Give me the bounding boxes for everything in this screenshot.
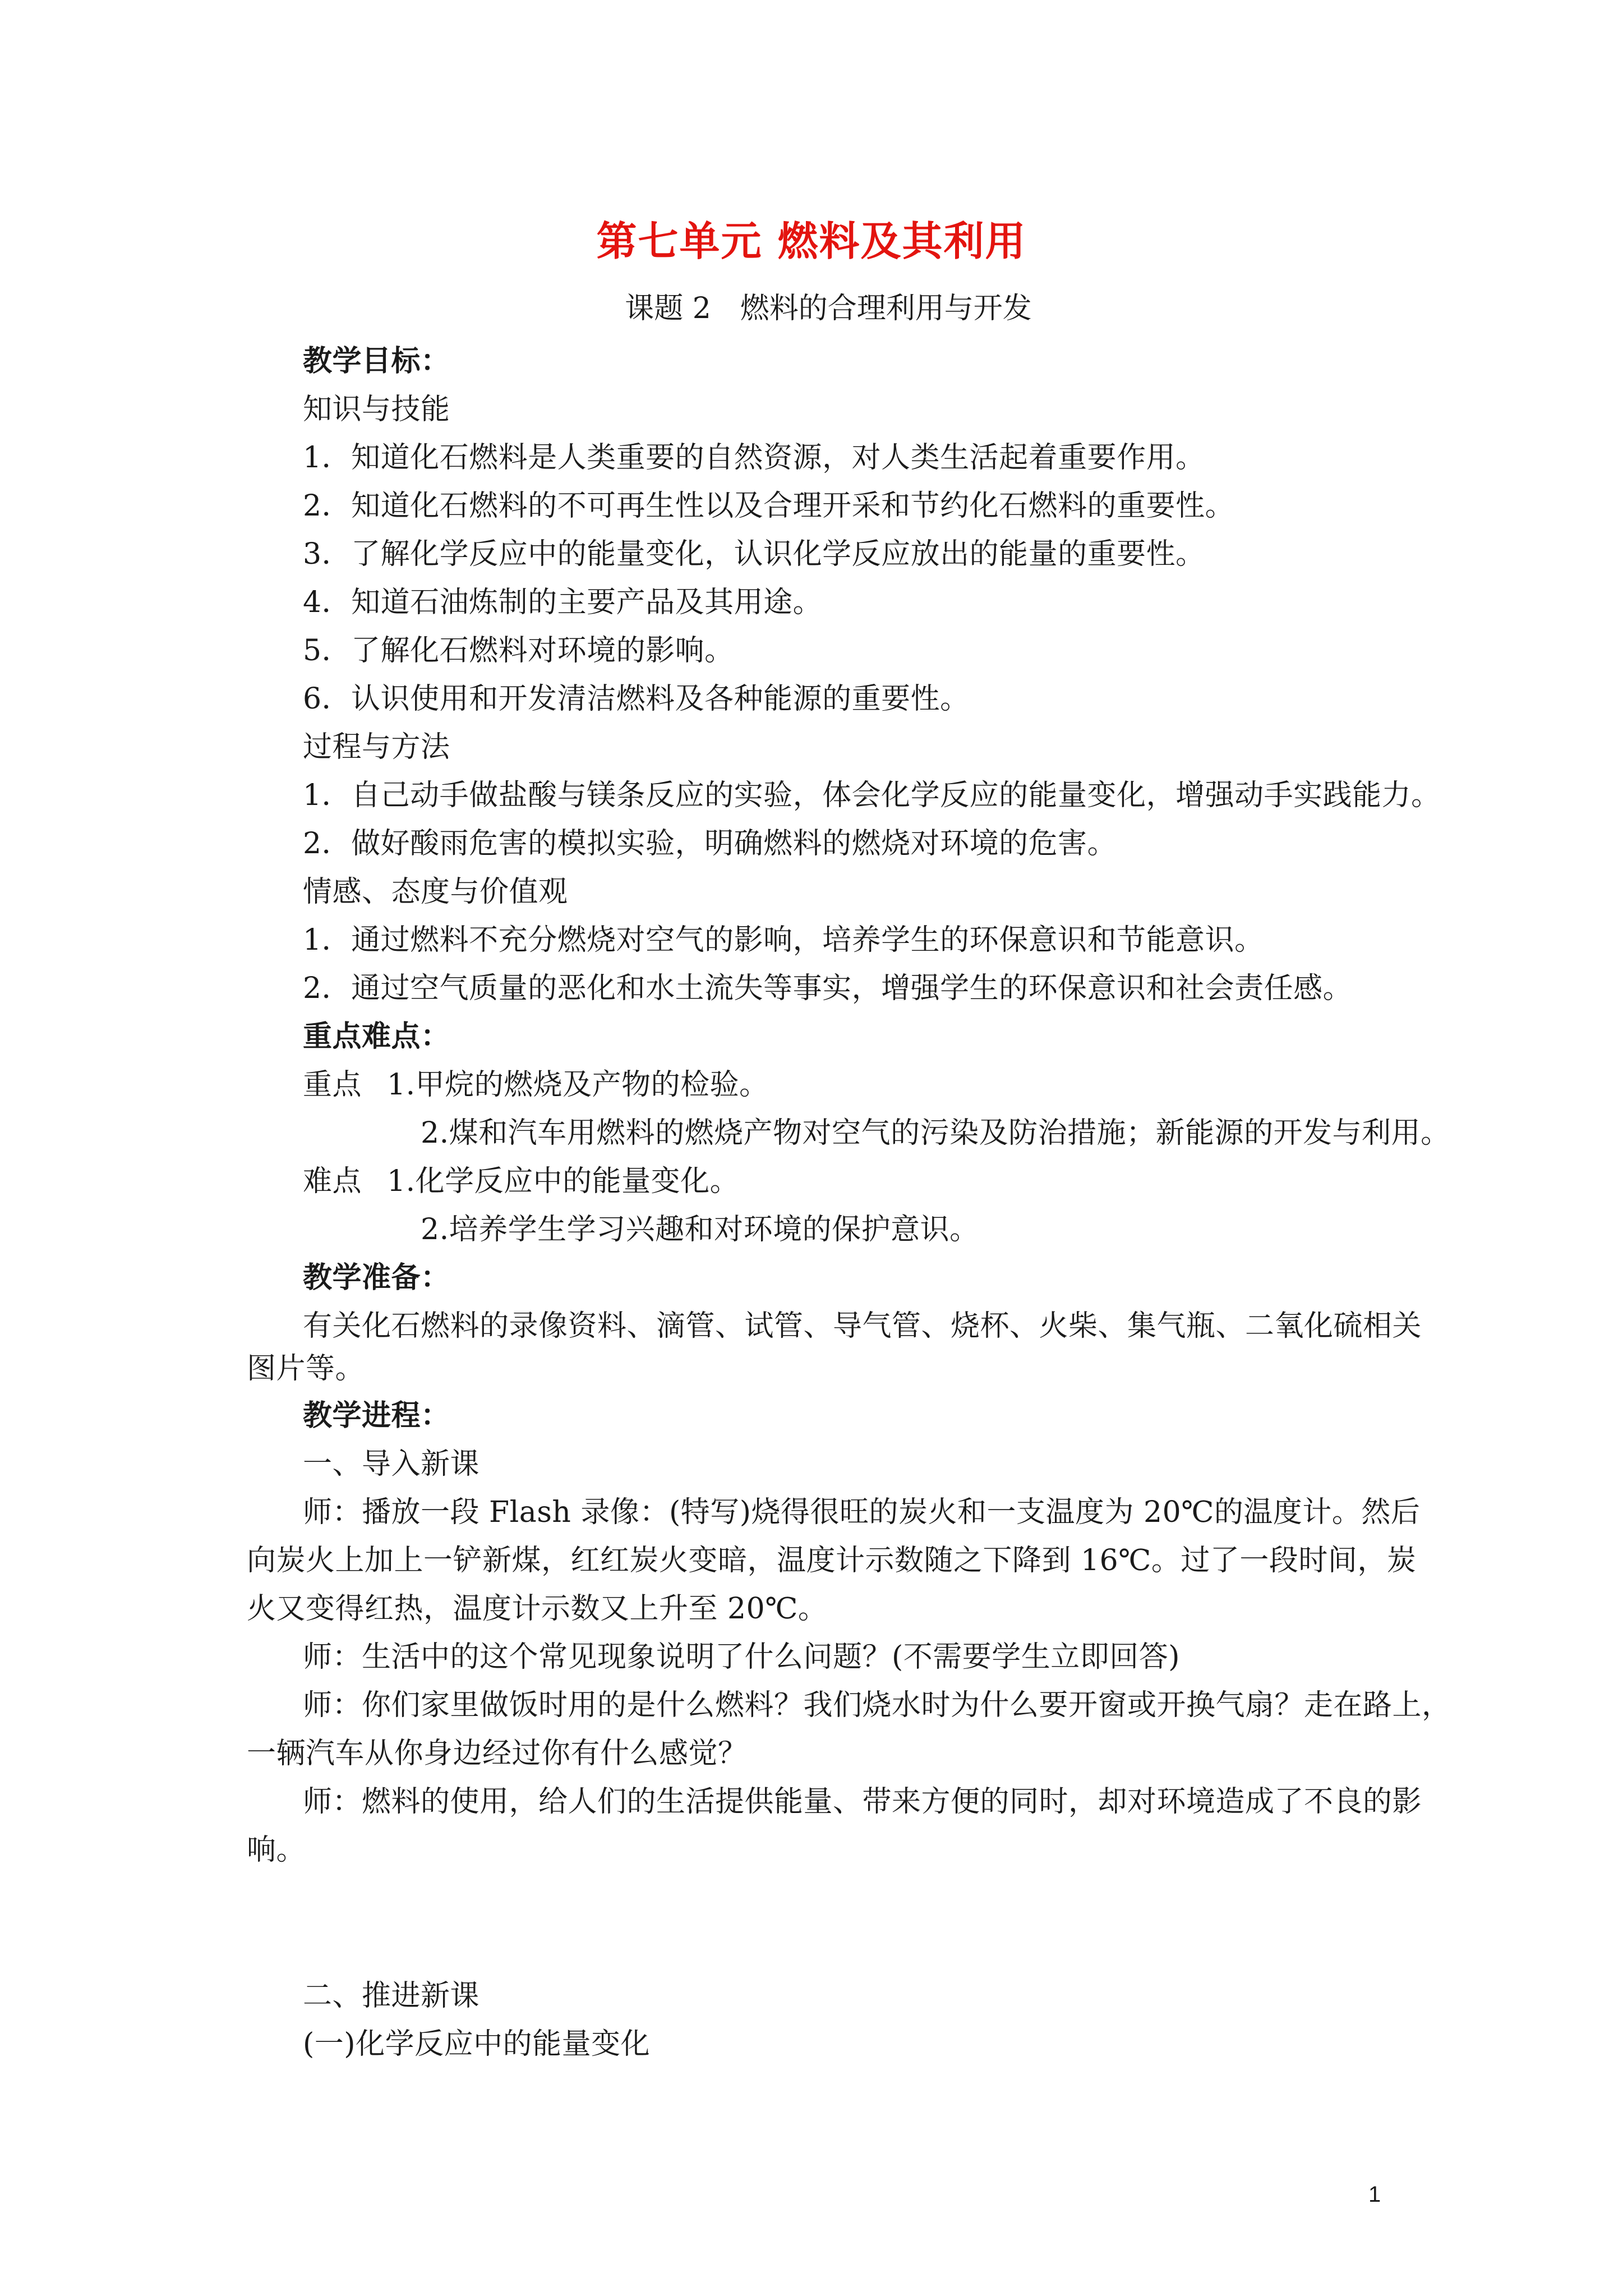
lesson-subtitle: 课题 2 燃料的合理利用与开发 bbox=[625, 292, 1032, 325]
emotion-label: 情感、态度与价值观 bbox=[303, 875, 568, 909]
focus-item-1: 1.甲烷的燃烧及产物的检验。 bbox=[387, 1068, 769, 1102]
part1-label: 一、导入新课 bbox=[303, 1447, 480, 1481]
emotion-item-2: 2．通过空气质量的恶化和水土流失等事实，增强学生的环保意识和社会责任感。 bbox=[303, 972, 1353, 1005]
knowledge-item-6: 6．认识使用和开发清洁燃料及各种能源的重要性。 bbox=[303, 682, 970, 716]
paragraph-4-line-2: 响。 bbox=[247, 1833, 306, 1867]
objectives-heading: 教学目标： bbox=[303, 344, 450, 378]
paragraph-1-line-1: 师：播放一段 Flash 录像：(特写)烧得很旺的炭火和一支温度为 20℃的温度计。然后 bbox=[303, 1496, 1421, 1529]
knowledge-item-3: 3．了解化学反应中的能量变化，认识化学反应放出的能量的重要性。 bbox=[303, 537, 1205, 571]
process-item-1: 1．自己动手做盐酸与镁条反应的实验，体会化学反应的能量变化，增强动手实践能力。 bbox=[303, 779, 1441, 812]
knowledge-label: 知识与技能 bbox=[303, 393, 450, 426]
part2-label: 二、推进新课 bbox=[303, 1979, 480, 2013]
paragraph-3-line-1: 师：你们家里做饭时用的是什么燃料？我们烧水时为什么要开窗或开换气扇？走在路上， bbox=[303, 1688, 1451, 1722]
focus-label: 重点 bbox=[303, 1068, 362, 1102]
process-item-2: 2．做好酸雨危害的模拟实验，明确燃料的燃烧对环境的危害。 bbox=[303, 827, 1117, 861]
difficulty-item-2: 2.培养学生学习兴趣和对环境的保护意识。 bbox=[421, 1213, 979, 1246]
paragraph-2-line-1: 师：生活中的这个常见现象说明了什么问题？(不需要学生立即回答) bbox=[303, 1640, 1181, 1674]
preparation-line-2: 图片等。 bbox=[247, 1352, 365, 1386]
knowledge-item-4: 4．知道石油炼制的主要产品及其用途。 bbox=[303, 586, 823, 619]
unit-title: 第七单元 燃料及其利用 bbox=[596, 217, 1027, 265]
preparation-line-1: 有关化石燃料的录像资料、滴管、试管、导气管、烧杯、火柴、集气瓶、二氧化硫相关 bbox=[303, 1309, 1422, 1343]
knowledge-item-2: 2．知道化石燃料的不可再生性以及合理开采和节约化石燃料的重要性。 bbox=[303, 489, 1235, 523]
key-points-heading: 重点难点： bbox=[303, 1019, 450, 1053]
paragraph-1-line-3: 火又变得红热，温度计示数又上升至 20℃。 bbox=[247, 1592, 828, 1626]
emotion-item-1: 1．通过燃料不充分燃烧对空气的影响，培养学生的环保意识和节能意识。 bbox=[303, 923, 1264, 957]
paragraph-1-line-2: 向炭火上加上一铲新煤，红红炭火变暗，温度计示数随之下降到 16℃。过了一段时间，炭 bbox=[247, 1544, 1417, 1577]
process-label: 过程与方法 bbox=[303, 730, 450, 764]
difficulty-label: 难点 bbox=[303, 1165, 362, 1198]
knowledge-item-5: 5．了解化石燃料对环境的影响。 bbox=[303, 634, 734, 668]
knowledge-item-1: 1．知道化石燃料是人类重要的自然资源，对人类生活起着重要作用。 bbox=[303, 441, 1205, 475]
paragraph-3-line-2: 一辆汽车从你身边经过你有什么感觉？ bbox=[247, 1737, 748, 1770]
sub1-label: (一)化学反应中的能量变化 bbox=[303, 2027, 651, 2061]
process-heading: 教学进程： bbox=[303, 1398, 450, 1433]
page-number: 1 bbox=[1368, 2182, 1381, 2207]
difficulty-item-1: 1.化学反应中的能量变化。 bbox=[387, 1165, 740, 1198]
paragraph-4-line-1: 师：燃料的使用，给人们的生活提供能量、带来方便的同时，却对环境造成了不良的影 bbox=[303, 1785, 1422, 1819]
preparation-heading: 教学准备： bbox=[303, 1260, 450, 1295]
focus-item-2: 2.煤和汽车用燃料的燃烧产物对空气的污染及防治措施；新能源的开发与利用。 bbox=[421, 1116, 1450, 1150]
